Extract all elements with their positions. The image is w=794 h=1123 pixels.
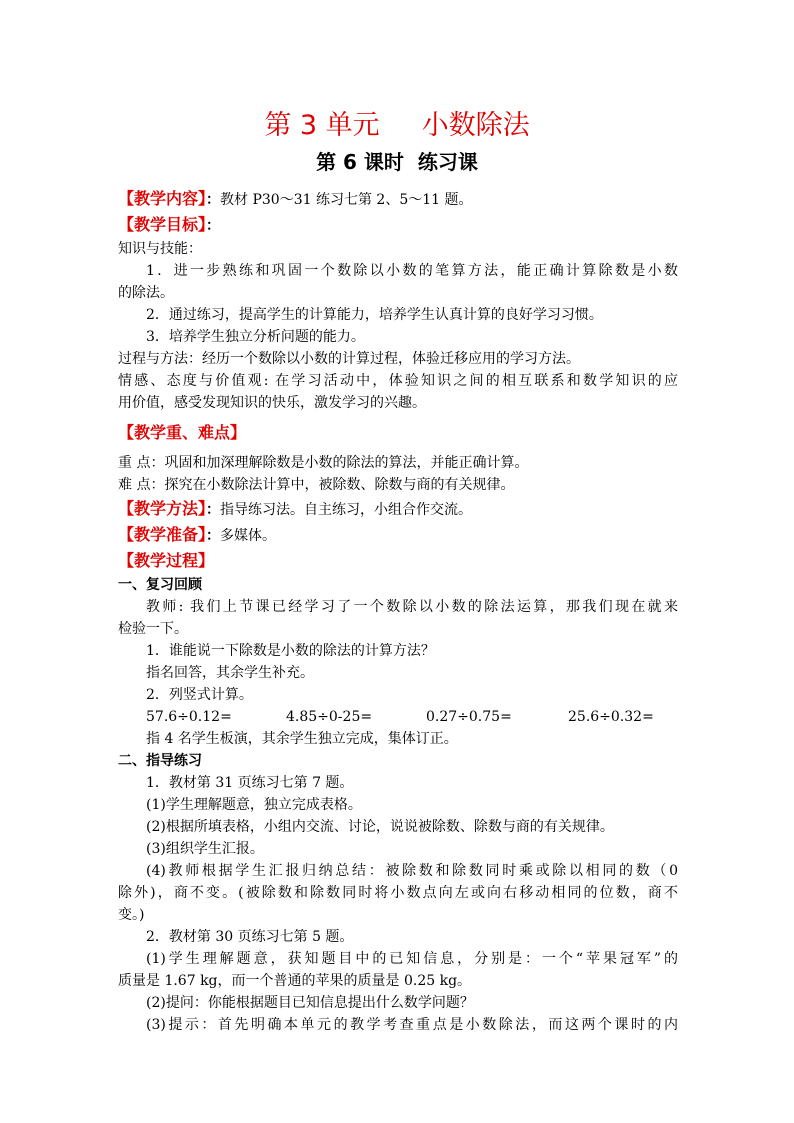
lesson-subtitle [0, 146, 794, 175]
process-method: 过程与方法：经历一个数除以小数的计算过程，体验迁移应用的学习方法。 [118, 351, 580, 367]
calc-item: 0.27÷0.75= [426, 709, 512, 725]
calc-row [118, 706, 678, 728]
guide-item-2-step-1: (1)学生理解题意，获知题目中的已知信息，分别是：一个“苹果冠军”的 [146, 951, 678, 967]
guide-item-2-step-3: (3)提示：首先明确本单元的教学考查重点是小数除法，而这两个课时的内 [146, 1017, 678, 1033]
review-question-2: 2．列竖式计算。 [146, 687, 253, 703]
guide-item-1-step-4-cont: 除外)，商不变。(被除数和除数同时将小数点向左或向右移动相同的位数，商不 [118, 885, 678, 901]
guide-heading: 二、指导练习 [118, 753, 202, 769]
calc-item: 4.85÷0-25= [286, 709, 373, 725]
teaching-content-text: 教材 P30～31 练习七第 2、5～11 题。 [220, 192, 473, 208]
guide-item-1-step-4-end: 变。) [118, 907, 145, 923]
review-teacher-cont: 检验一下。 [118, 621, 188, 637]
key-points-label: 【教学重、难点】 [118, 423, 247, 442]
lesson-number: 第 6 课时 [316, 150, 404, 174]
guide-item-2: 2．教材第 30 页练习七第 5 题。 [146, 929, 354, 945]
teaching-method-text: 指导练习法。自主练习，小组合作交流。 [220, 502, 473, 518]
teaching-procedure-label: 【教学过程】 [118, 551, 215, 570]
guide-item-1-step-3: (3)组织学生汇报。 [146, 841, 264, 857]
goal-item-1: 1．进一步熟练和巩固一个数除以小数的笔算方法，能正确计算除数是小数 [146, 263, 678, 279]
goal-item-2: 2．通过练习，提高学生的计算能力，培养学生认真计算的良好学习习惯。 [146, 307, 603, 323]
knowledge-label: 知识与技能： [118, 241, 202, 257]
topic-title: 小数除法 [421, 110, 530, 141]
difficult-point: 难 点：探究在小数除法计算中，被除数、除数与商的有关规律。 [118, 477, 515, 493]
review-question-1-note: 指名回答，其余学生补充。 [146, 665, 314, 681]
teaching-prep-line: 【教学准备】：多媒体。 [118, 525, 277, 544]
lesson-body [118, 186, 678, 1036]
review-teacher: 教师: 我们上节课已经学习了一个数除以小数的除法运算，那我们现在就来 [146, 599, 678, 615]
goal-item-1-cont: 的除法。 [118, 285, 174, 301]
key-point: 重 点：巩固和加深理解除数是小数的除法的算法，并能正确计算。 [118, 455, 529, 471]
review-question-2-note: 指 4 名学生板演，其余学生独立完成，集体订正。 [146, 731, 458, 747]
review-question-1: 1．谁能说一下除数是小数的除法的计算方法？ [146, 643, 435, 659]
teaching-procedure-heading [118, 548, 678, 574]
teaching-prep-label: 【教学准备】 [118, 525, 207, 544]
guide-item-1-step-2: (2)根据所填表格，小组内交流、讨论，说说被除数、除数与商的有关规律。 [146, 819, 614, 835]
lesson-type: 练习课 [417, 150, 478, 174]
emotion-goal-cont: 用价值，感受发现知识的快乐，激发学习的兴趣。 [118, 395, 426, 411]
teaching-method-line: 【教学方法】：指导练习法。自主练习，小组合作交流。 [118, 499, 473, 518]
teaching-goals-heading: 【教学目标】： [118, 215, 221, 234]
key-points-heading [118, 420, 678, 446]
teaching-prep-text: 多媒体。 [220, 528, 277, 544]
unit-title: 第 3 单元 [264, 110, 380, 141]
page-title [0, 103, 794, 142]
teaching-goals-label: 【教学目标】 [118, 215, 207, 234]
teaching-content-label: 【教学内容】 [118, 189, 207, 208]
calc-item: 57.6÷0.12= [146, 709, 232, 725]
teaching-content-line: 【教学内容】：教材 P30～31 练习七第 2、5～11 题。 [118, 189, 473, 208]
goal-item-3: 3．培养学生独立分析问题的能力。 [146, 329, 365, 345]
guide-item-2-step-1-cont: 质量是 1.67 kg，而一个普通的苹果的质量是 0.25 kg。 [118, 973, 472, 989]
guide-item-1: 1．教材第 31 页练习七第 7 题。 [146, 775, 354, 791]
guide-item-2-step-2: (2)提问：你能根据题目已知信息提出什么数学问题？ [146, 995, 474, 1011]
review-heading: 一、复习回顾 [118, 577, 202, 593]
emotion-goal: 情感、态度与价值观: 在学习活动中，体验知识之间的相互联系和数学知识的应 [118, 373, 678, 389]
teaching-method-label: 【教学方法】 [118, 499, 207, 518]
guide-item-1-step-1: (1)学生理解题意，独立完成表格。 [146, 797, 362, 813]
calc-item: 25.6÷0.32= [568, 709, 654, 725]
guide-item-1-step-4: (4)教师根据学生汇报归纳总结：被除数和除数同时乘或除以相同的数（0 [146, 863, 678, 879]
